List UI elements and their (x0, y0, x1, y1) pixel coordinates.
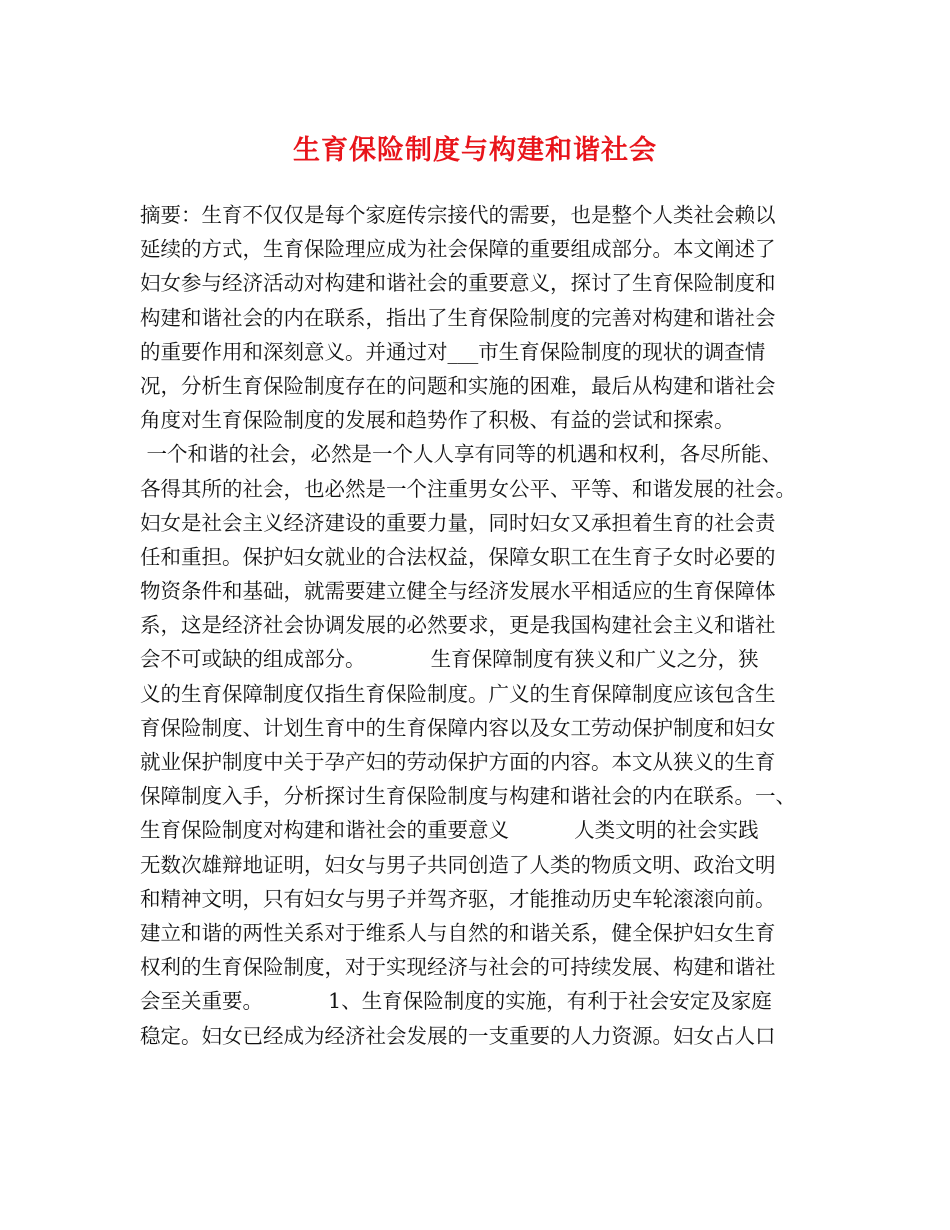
text-line: 一个和谐的社会，必然是一个人人享有同等的机遇和权利，各尽所能、 (140, 442, 783, 467)
text-line: 保障制度入手，分析探讨生育保险制度与构建和谐社会的内在联系。一、 (140, 784, 796, 809)
text-line: 权利的生育保险制度，对于实现经济与社会的可持续发展、构建和谐社 (140, 955, 776, 980)
text-line: 无数次雄辩地证明，妇女与男子共同创造了人类的物质文明、政治文明 (140, 852, 776, 877)
text-line: 生育保险制度对构建和谐社会的重要意义 人类文明的社会实践 (140, 818, 759, 843)
text-line: 的重要作用和深刻意义。并通过对___市生育保险制度的现状的调查情 (140, 339, 766, 364)
text-line: 系，这是经济社会协调发展的必然要求，更是我国构建社会主义和谐社 (140, 613, 776, 638)
text-line: 角度对生育保险制度的发展和趋势作了积极、有益的尝试和探索。 (140, 408, 735, 433)
text-line: 和精神文明，只有妇女与男子并驾齐驱，才能推动历史车轮滚滚向前。 (140, 886, 776, 911)
text-line: 就业保护制度中关于孕产妇的劳动保护方面的内容。本文从狭义的生育 (140, 750, 776, 774)
text-line: 会至关重要。 1、生育保险制度的实施，有利于社会安定及家庭 (140, 989, 772, 1014)
text-line: 物资条件和基础，就需要建立健全与经济发展水平相适应的生育保障体 (140, 579, 776, 604)
text-line: 各得其所的社会，也必然是一个注重男女公平、平等、和谐发展的社会。 (140, 476, 796, 501)
text-line: 会不可或缺的组成部分。 生育保障制度有狭义和广义之分，狭 (140, 647, 759, 672)
text-line: 延续的方式，生育保险理应成为社会保障的重要组成部分。本文阐述了 (140, 237, 776, 262)
text-line: 况，分析生育保险制度存在的问题和实施的困难，最后从构建和谐社会 (140, 373, 776, 398)
document-body (140, 198, 830, 1053)
text-line: 摘要：生育不仅仅是每个家庭传宗接代的需要，也是整个人类社会赖以 (140, 203, 776, 227)
text-line: 育保险制度、计划生育中的生育保障内容以及女工劳动保护制度和妇女 (140, 715, 776, 740)
text-line: 建立和谐的两性关系对于维系人与自然的和谐关系，健全保护妇女生育 (140, 920, 776, 945)
text-line: 义的生育保障制度仅指生育保险制度。广义的生育保障制度应该包含生 (140, 681, 776, 706)
text-line: 妇女参与经济活动对构建和谐社会的重要意义，探讨了生育保险制度和 (140, 271, 776, 296)
text-line: 稳定。妇女已经成为经济社会发展的一支重要的人力资源。妇女占人口 (140, 1023, 776, 1048)
document-title: 生育保险制度与构建和谐社会 (293, 135, 657, 166)
text-line: 妇女是社会主义经济建设的重要力量，同时妇女又承担着生育的社会责 (140, 510, 776, 535)
text-line: 任和重担。保护妇女就业的合法权益，保障女职工在生育子女时必要的 (140, 544, 776, 569)
text-line: 构建和谐社会的内在联系，指出了生育保险制度的完善对构建和谐社会 (140, 305, 776, 330)
